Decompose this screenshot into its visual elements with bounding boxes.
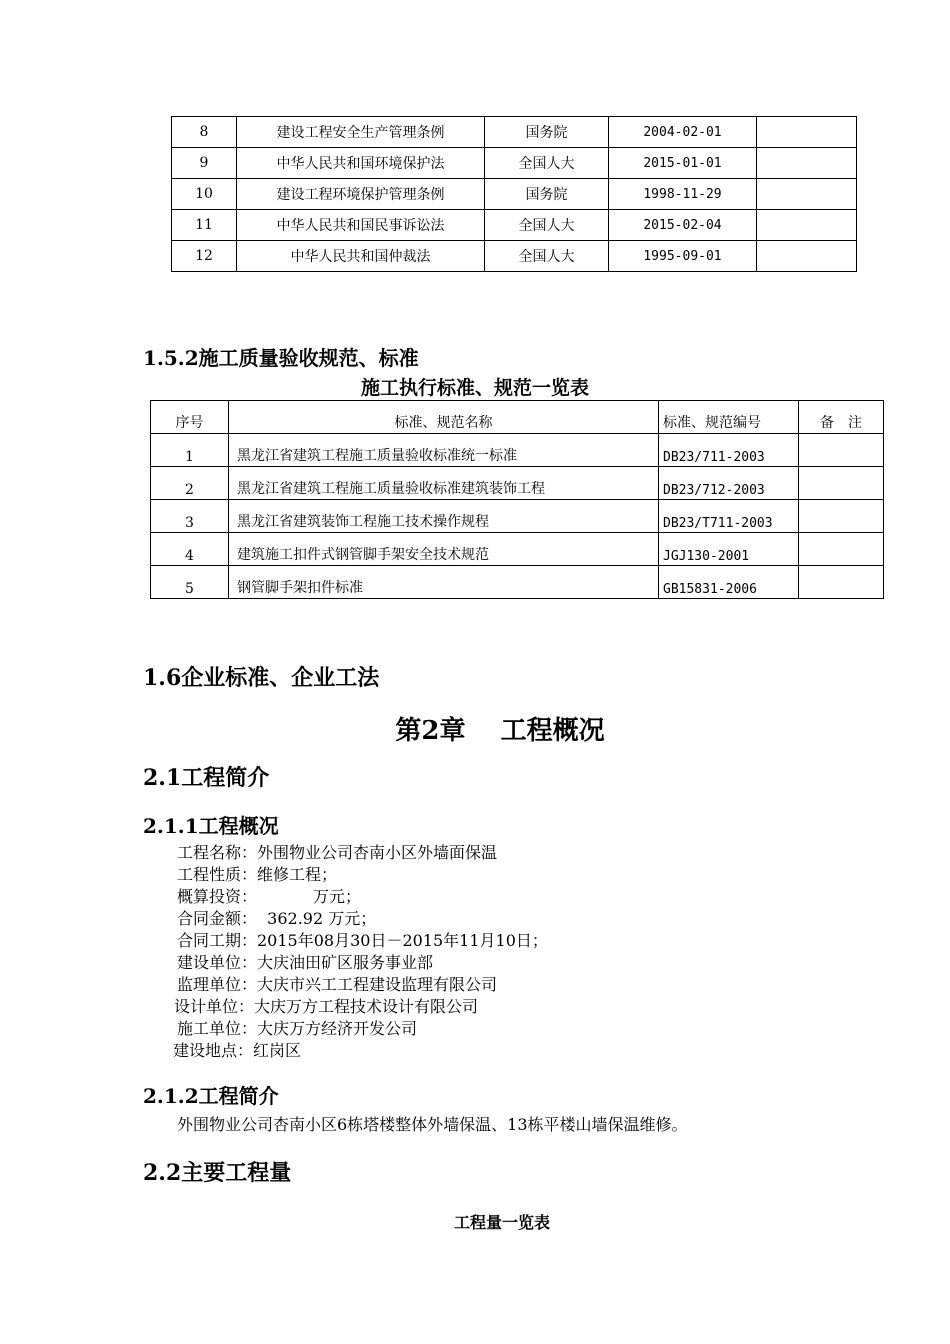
law-note (757, 210, 857, 241)
table-header-row (151, 401, 884, 434)
info-project-name: 工程名称：外围物业公司杏南小区外墙面保温 (177, 843, 498, 862)
table-row (151, 533, 884, 566)
std-name: 黑龙江省建筑工程施工质量验收标准建筑装饰工程 (229, 467, 659, 500)
std-no: 2 (151, 467, 229, 500)
standards-table-title: 施工执行标准、规范一览表 (360, 377, 589, 399)
info-contractor: 施工单位：大庆万方经济开发公司 (177, 1019, 418, 1038)
std-no: 3 (151, 500, 229, 533)
law-name: 建设工程安全生产管理条例 (237, 117, 485, 148)
law-no: 8 (172, 117, 237, 148)
law-issuer: 国务院 (485, 179, 609, 210)
section-heading-2-1-1: 2.1.1工程概况 (143, 814, 279, 838)
project-info (173, 842, 827, 1062)
info-estimate: 概算投资： 万元； (177, 887, 362, 906)
header-code: 标准、规范编号 (659, 401, 799, 434)
law-issuer: 全国人大 (485, 210, 609, 241)
law-note (757, 148, 857, 179)
law-name: 中华人民共和国仲裁法 (237, 241, 485, 272)
law-date: 2015-02-04 (609, 210, 757, 241)
info-designer: 设计单位：大庆万方工程技术设计有限公司 (174, 997, 479, 1016)
law-issuer: 全国人大 (485, 241, 609, 272)
law-name: 中华人民共和国民事诉讼法 (237, 210, 485, 241)
info-location: 建设地点：红岗区 (173, 1041, 302, 1060)
std-code: DB23/712-2003 (659, 467, 799, 500)
table-row (151, 566, 884, 599)
chapter-title: 第2章 工程概况 (395, 716, 605, 746)
table-row (151, 467, 884, 500)
table-row (172, 117, 857, 148)
law-date: 1998-11-29 (609, 179, 757, 210)
section-heading-1-5-2: 1.5.2施工质量验收规范、标准 (143, 346, 419, 370)
law-note (757, 241, 857, 272)
std-code: DB23/T711-2003 (659, 500, 799, 533)
project-summary: 外围物业公司杏南小区6栋塔楼整体外墙保温、13栋平楼山墙保温维修。 (177, 1115, 688, 1134)
standards-table (150, 400, 884, 599)
std-no: 5 (151, 566, 229, 599)
table-row (151, 434, 884, 467)
law-date: 2004-02-01 (609, 117, 757, 148)
quantity-table-title: 工程量一览表 (453, 1213, 550, 1232)
table-row (172, 148, 857, 179)
header-no: 序号 (151, 401, 229, 434)
section-heading-2-1: 2.1工程简介 (143, 765, 270, 791)
header-note: 备 注 (799, 401, 884, 434)
std-name: 黑龙江省建筑装饰工程施工技术操作规程 (229, 500, 659, 533)
table-row (172, 179, 857, 210)
info-contract-period: 合同工期：2015年08月30日－2015年11月10日； (177, 931, 548, 950)
section-heading-2-2: 2.2主要工程量 (143, 1160, 292, 1186)
law-no: 11 (172, 210, 237, 241)
law-issuer: 国务院 (485, 117, 609, 148)
law-name: 中华人民共和国环境保护法 (237, 148, 485, 179)
std-note (799, 566, 884, 599)
law-name: 建设工程环境保护管理条例 (237, 179, 485, 210)
law-no: 12 (172, 241, 237, 272)
info-contract-amount: 合同金额： 362.92 万元； (177, 909, 377, 928)
std-note (799, 533, 884, 566)
law-date: 2015-01-01 (609, 148, 757, 179)
std-code: GB15831-2006 (659, 566, 799, 599)
law-no: 9 (172, 148, 237, 179)
section-heading-2-1-2: 2.1.2工程简介 (143, 1084, 279, 1108)
law-note (757, 117, 857, 148)
law-note (757, 179, 857, 210)
section-heading-1-6: 1.6企业标准、企业工法 (143, 665, 380, 691)
std-name: 建筑施工扣件式钢管脚手架安全技术规范 (229, 533, 659, 566)
std-code: DB23/711-2003 (659, 434, 799, 467)
law-table (171, 116, 857, 272)
std-note (799, 434, 884, 467)
std-note (799, 467, 884, 500)
info-owner: 建设单位：大庆油田矿区服务事业部 (177, 953, 434, 972)
std-no: 4 (151, 533, 229, 566)
table-row (172, 241, 857, 272)
table-row (151, 500, 884, 533)
header-name: 标准、规范名称 (229, 401, 659, 434)
info-project-nature: 工程性质：维修工程； (177, 865, 338, 884)
law-no: 10 (172, 179, 237, 210)
law-issuer: 全国人大 (485, 148, 609, 179)
table-row (172, 210, 857, 241)
std-name: 黑龙江省建筑工程施工质量验收标准统一标准 (229, 434, 659, 467)
info-supervisor: 监理单位：大庆市兴工工程建设监理有限公司 (177, 975, 498, 994)
std-note (799, 500, 884, 533)
std-code: JGJ130-2001 (659, 533, 799, 566)
law-date: 1995-09-01 (609, 241, 757, 272)
std-name: 钢管脚手架扣件标准 (229, 566, 659, 599)
std-no: 1 (151, 434, 229, 467)
